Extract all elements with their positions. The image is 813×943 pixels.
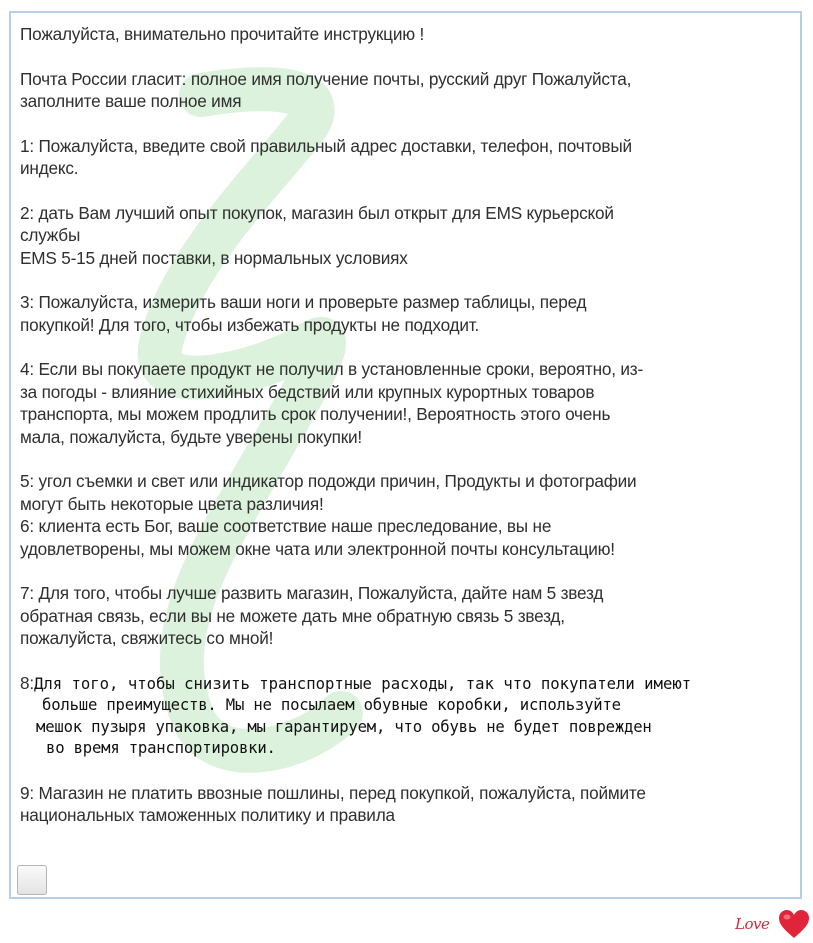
instructions-panel xyxy=(9,11,802,899)
checkbox[interactable] xyxy=(17,865,47,895)
instruction-7: 7: Для того, чтобы лучше развить магазин, Пожалуйста, дайте нам 5 звезд обратная связь, если вы не можете дать мне обратную связь 5 звезд, пожалуйста, свяжитесь со мной! xyxy=(20,583,604,648)
instruction-4: 4: Если вы покупаете продукт не получил в установленные сроки, вероятно, из- за погоды - влияние стихийных бедствий или крупных курортных товаров транспорта, мы можем продлить срок получении!, Вероятность этого очень мала, пожалуйста, будьте уверены покупки! xyxy=(20,359,643,447)
instruction-8-line-1: Для того, чтобы снизить транспортные расходы, так что покупатели имеют xyxy=(33,674,692,693)
love-badge xyxy=(733,906,811,940)
instruction-8-line-2: больше преимуществ. Мы не посылаем обувные коробки, используйте xyxy=(42,696,621,714)
instruction-1: 1: Пожалуйста, введите свой правильный адрес доставки, телефон, почтовый индекс. xyxy=(20,135,632,178)
heart-icon xyxy=(777,908,811,940)
instruction-8-number: 8: xyxy=(20,672,34,693)
instruction-6: 6: клиента есть Бог, ваше соответствие наше преследование, вы не удовлетворены, мы можем окне чата или электронной почты консультацию! xyxy=(20,516,615,559)
instructions-text xyxy=(20,23,790,849)
instruction-9: 9: Магазин не платить ввозные пошлины, перед покупкой, пожалуйста, поймите национальных таможенных политику и правила xyxy=(20,782,646,825)
instruction-8-line-4: во время транспортировки. xyxy=(46,739,276,757)
instruction-5: 5: угол съемки и свет или индикатор подожди причин, Продукты и фотографии могут быть некоторые цвета различия! xyxy=(20,471,637,514)
post-name-note: Почта России гласит: полное имя получение почты, русский друг Пожалуйста, заполните ваше полное имя xyxy=(20,68,632,111)
intro-line: Пожалуйста, внимательно прочитайте инструкцию ! xyxy=(20,24,425,44)
instruction-8 xyxy=(20,672,790,760)
instruction-3: 3: Пожалуйста, измерить ваши ноги и проверьте размер таблицы, перед покупкой! Для того, чтобы избежать продукты не подходит. xyxy=(20,292,587,335)
love-text: Love xyxy=(735,915,770,933)
instruction-2: 2: дать Вам лучший опыт покупок, магазин был открыт для EMS курьерской службы EMS 5-15 дней поставки, в нормальных условиях xyxy=(20,202,614,268)
instruction-8-line-3: мешок пузыря упаковка, мы гарантируем, что обувь не будет поврежден xyxy=(36,717,652,736)
